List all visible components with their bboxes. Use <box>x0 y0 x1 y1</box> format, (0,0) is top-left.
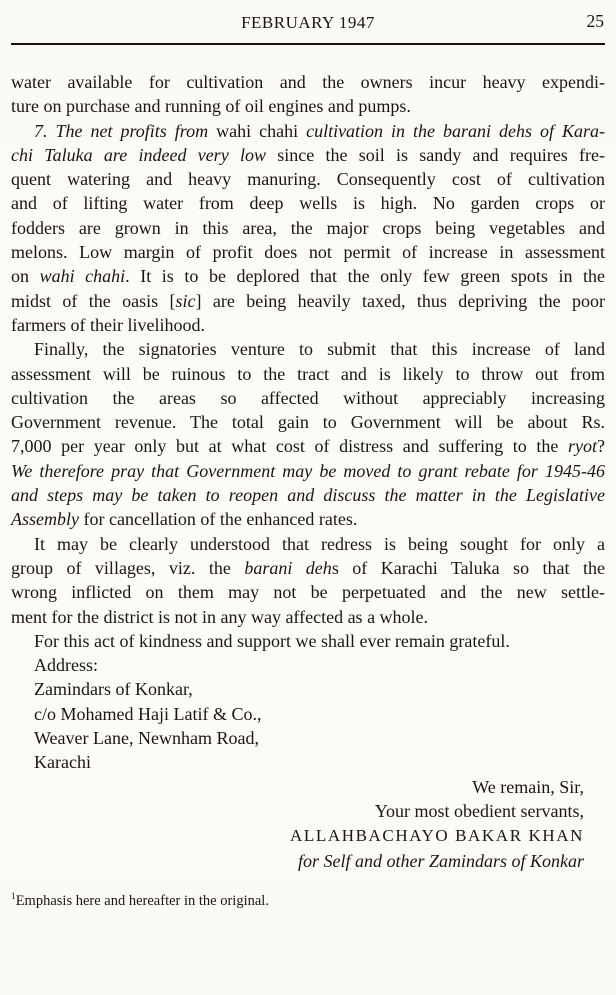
text-line <box>11 459 605 483</box>
document-body <box>11 70 605 916</box>
text-line <box>11 264 605 288</box>
text-segment: cultivation the areas so affected without appreciably increasing <box>11 387 605 408</box>
text-segment: ment for the district is not in any way affected as a whole. <box>11 606 429 627</box>
text-line <box>11 94 605 118</box>
text-segment: Weaver Lane, Newnham Road, <box>34 728 259 749</box>
text-line <box>11 119 605 143</box>
text-line <box>11 532 605 556</box>
text-line <box>11 507 605 531</box>
text-segment: Your most obedient servants, <box>374 800 584 821</box>
text-line <box>11 410 605 434</box>
text-line <box>11 167 605 191</box>
text-segment: and of lifting water from deep wells is high. No garden crops or <box>11 193 605 214</box>
text-line <box>11 629 605 653</box>
text-segment: 7. The net profits from <box>34 120 217 141</box>
text-segment: Finally, the signatories venture to submit that this increase of land <box>34 339 605 360</box>
text-segment: We remain, Sir, <box>472 776 584 797</box>
text-line <box>11 289 605 313</box>
text-line <box>34 677 605 701</box>
text-segment: Karachi <box>34 752 91 773</box>
text-segment: ture on purchase and running of oil engines and pumps. <box>11 96 411 117</box>
text-line <box>11 70 605 94</box>
text-segment: ALLAHBACHAYO BAKAR KHAN <box>289 826 584 846</box>
text-segment: 1 <box>11 891 16 902</box>
text-segment: group of villages, viz. the <box>11 557 245 578</box>
text-segment: wrong inflicted on them may not be perpetuated and the new settle- <box>11 582 605 603</box>
text-line <box>11 775 584 799</box>
text-segment: water available for cultivation and the owners incur heavy expendi- <box>11 72 605 92</box>
text-segment: It may be clearly understood that redress is being sought for only a <box>34 533 605 554</box>
paragraph-block <box>11 70 605 119</box>
text-line <box>11 386 605 410</box>
text-line <box>11 362 605 386</box>
text-line <box>11 216 605 240</box>
text-line <box>11 191 605 215</box>
text-segment: melons. Low margin of profit does not permit of increase in assessment <box>11 242 605 263</box>
text-segment: ? <box>597 436 605 457</box>
text-segment: Address: <box>34 655 98 676</box>
header-rule <box>11 43 605 45</box>
page-number: 25 <box>586 11 604 31</box>
text-segment: on <box>11 266 40 287</box>
address-block <box>34 653 605 774</box>
text-line <box>34 653 605 677</box>
text-line <box>11 823 584 848</box>
text-segment: c/o Mohamed Haji Latif & Co., <box>34 703 262 724</box>
footnote-block <box>11 892 605 916</box>
text-segment: farmers of their livelihood. <box>11 314 205 335</box>
text-segment: wahi chahi <box>216 120 307 141</box>
running-header <box>11 0 605 35</box>
text-segment: for Self and other Zamindars of Konkar <box>297 850 584 871</box>
text-line <box>11 483 605 507</box>
text-segment: quent watering and heavy manuring. Consequently cost of cultivation <box>11 169 605 190</box>
text-line <box>11 849 584 873</box>
paragraph-block <box>11 337 605 531</box>
running-header-title: FEBRUARY 1947 <box>241 13 375 32</box>
text-segment: ] are being heavily taxed, thus depriving the poor <box>195 290 605 311</box>
text-line <box>11 434 605 458</box>
text-line <box>34 750 605 774</box>
text-segment: wahi chahi <box>39 266 126 287</box>
closing-block <box>11 775 584 873</box>
text-line <box>11 240 605 264</box>
text-segment: sic <box>175 290 196 311</box>
text-line <box>11 337 605 361</box>
text-line <box>11 799 584 823</box>
paragraph-block <box>11 119 605 338</box>
text-segment: 7,000 per year only but at what cost of distress and suffering to the <box>11 436 568 457</box>
paragraph-block <box>11 629 605 653</box>
text-segment: Assembly <box>11 509 84 530</box>
text-segment: Zamindars of Konkar, <box>34 679 193 700</box>
text-segment: We therefore pray that Government may be moved to grant rebate for 1945-46 <box>11 460 605 481</box>
text-line <box>11 605 605 629</box>
text-line <box>11 556 605 580</box>
text-segment: midst of the oasis [ <box>11 290 176 311</box>
text-segment: fodders are grown in this area, the major crops being vegetables and <box>11 217 605 238</box>
text-line <box>11 143 605 167</box>
paragraph-block <box>11 532 605 629</box>
text-segment: For this act of kindness and support we shall ever remain grateful. <box>34 630 510 651</box>
text-line <box>34 726 605 750</box>
text-segment: barani deh <box>244 557 332 578</box>
text-segment: cultivation in the barani dehs of Kara- <box>306 120 606 141</box>
text-segment: assessment will be ruinous to the tract and is likely to throw out from <box>11 363 605 384</box>
text-segment: Emphasis here and hereafter in the original. <box>15 892 269 909</box>
text-segment: since the soil is sandy and requires fre- <box>277 144 605 165</box>
text-segment: chi Taluka are indeed very low <box>11 144 278 165</box>
text-segment: . It is to be deplored that the only few green spots in the <box>125 266 606 287</box>
text-segment: Government revenue. The total gain to Government will be about Rs. <box>11 412 605 433</box>
text-segment: s of Karachi Taluka so that the <box>331 557 605 578</box>
text-line <box>11 892 605 916</box>
text-line <box>11 580 605 604</box>
text-line <box>34 702 605 726</box>
text-segment: and steps may be taken to reopen and discuss the matter in the Legislative <box>11 485 605 506</box>
text-segment: ryot <box>568 436 597 457</box>
text-segment: for cancellation of the enhanced rates. <box>83 509 358 530</box>
text-line <box>11 313 605 337</box>
